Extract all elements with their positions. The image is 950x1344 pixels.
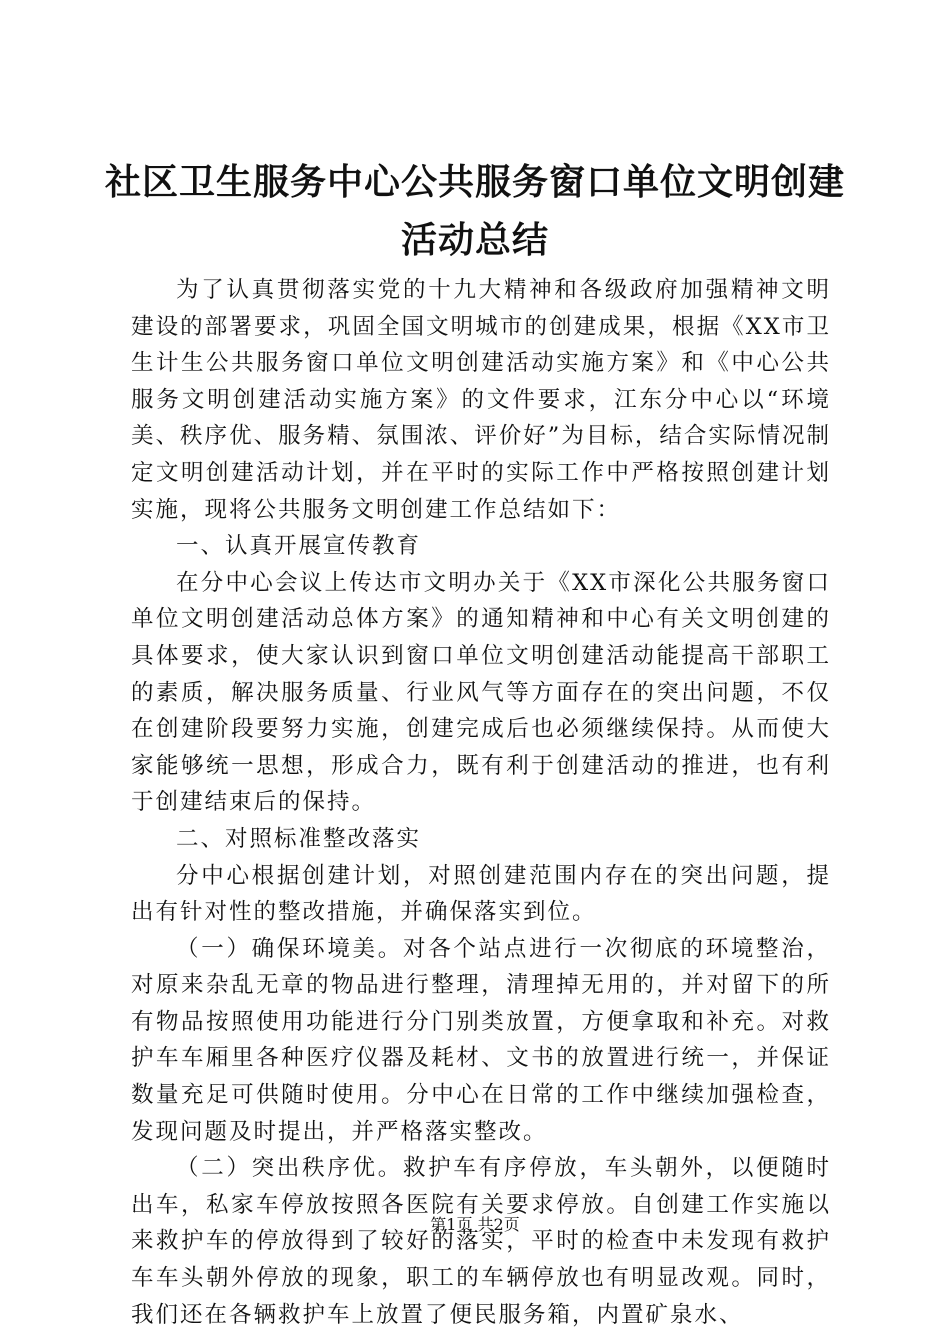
intro-paragraph: 为了认真贯彻落实党的十九大精神和各级政府加强精神文明建设的部署要求，巩固全国文明城市的创建成果，根据《XX市卫生计生公共服务窗口单位文明创建活动实施方案》和《中心公共服务文明创建活动实施方案》的文件要求，江东分中心以“环境美、秩序优、服务精、氛围浓、评价好”为目标，结合实际情况制定文明创建活动计划，并在平时的实际工作中严格按照创建计划实施，现将公共服务文明创建工作总结如下：: [131, 277, 831, 523]
document-title-line1: 社区卫生服务中心公共服务窗口单位文明创建: [104, 161, 845, 203]
section-heading-1: 一、认真开展宣传教育: [176, 533, 422, 560]
page-number-footer: 第1页 共2页: [430, 1215, 520, 1234]
section-2-paragraph: 分中心根据创建计划，对照创建范围内存在的突出问题，提出有针对性的整改措施，并确保落实到位。: [131, 862, 831, 926]
document-body: [131, 272, 831, 1333]
subsection-1-paragraph: （一）确保环境美。对各个站点进行一次彻底的环境整治，对原来杂乱无章的物品进行整理，清理掉无用的，并对留下的所有物品按照使用功能进行分门别类放置，方便拿取和补充。对救护车车厢里各种医疗仪器及耗材、文书的放置进行统一，并保证数量充足可供随时使用。分中心在日常的工作中继续加强检查，发现问题及时提出，并严格落实整改。: [131, 935, 831, 1145]
section-1-paragraph: 在分中心会议上传达市文明办关于《XX市深化公共服务窗口单位文明创建活动总体方案》的通知精神和中心有关文明创建的具体要求，使大家认识到窗口单位文明创建活动能提高干部职工的素质，解决服务质量、行业风气等方面存在的突出问题，不仅在创建阶段要努力实施，创建完成后也必须继续保持。从而使大家能够统一思想，形成合力，既有利于创建活动的推进，也有利于创建结束后的保持。: [131, 569, 831, 816]
section-heading-2: 二、对照标准整改落实: [176, 825, 422, 852]
subsection-2-paragraph: （二）突出秩序优。救护车有序停放，车头朝外，以便随时出车，私家车停放按照各医院有关要求停放。自创建工作实施以来救护车的停放得到了较好的落实，平时的检查中未发现有救护车车头朝外停放的现象，职工的车辆停放也有明显改观。同时，我们还在各辆救护车上放置了便民服务箱，内置矿泉水、: [131, 1155, 831, 1328]
document-title-line2: 活动总结: [400, 219, 549, 261]
